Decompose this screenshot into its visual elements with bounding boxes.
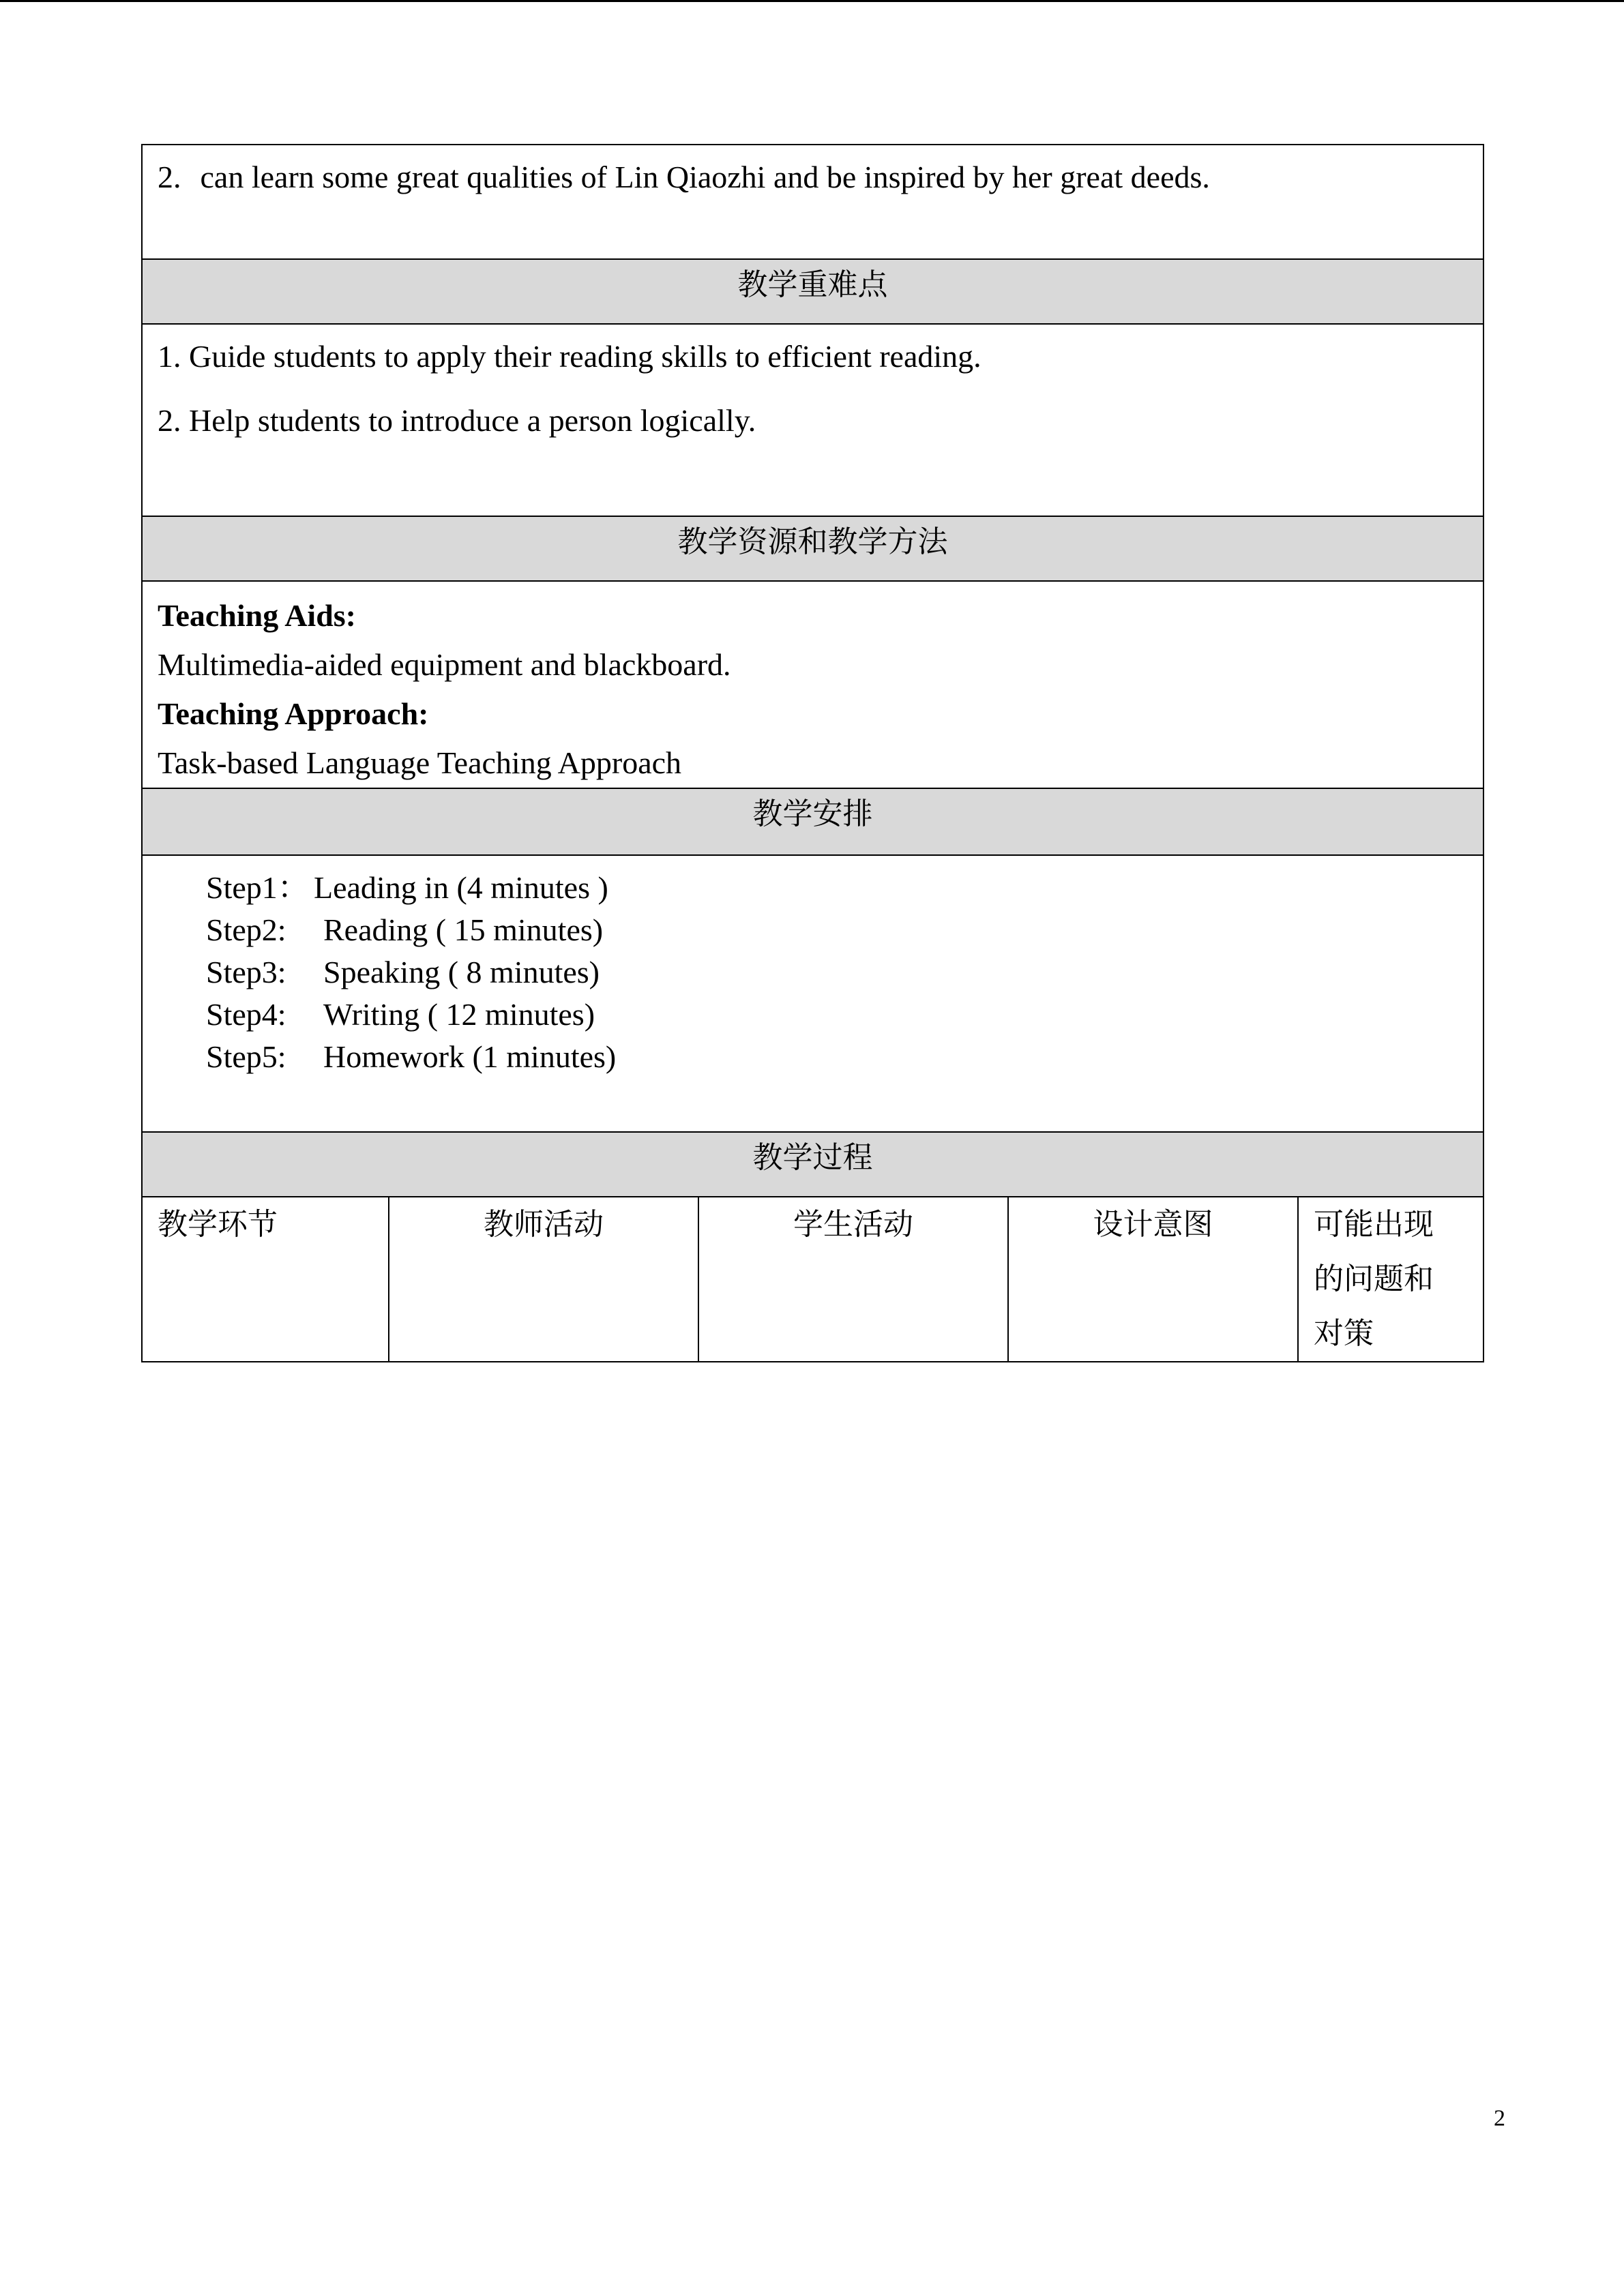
step-text: Writing ( 12 minutes): [323, 997, 595, 1032]
teaching-aids-label: Teaching Aids:: [158, 598, 357, 633]
step-text: Speaking ( 8 minutes): [323, 955, 600, 989]
column-student-activity: 学生活动: [698, 1197, 1008, 1362]
objective-row: [142, 145, 1483, 259]
teaching-approach-label: Teaching Approach:: [158, 696, 429, 731]
lesson-plan-table: [141, 144, 1484, 1362]
section-header-key-points: 教学重难点: [142, 259, 1483, 324]
section-header-process: 教学过程: [142, 1132, 1483, 1197]
teaching-approach-text: Task-based Language Teaching Approach: [158, 745, 682, 780]
objective-text: can learn some great qualities of Lin Qiaozhi and be inspired by her great deeds.: [200, 160, 1210, 194]
step-item: [206, 867, 1483, 909]
column-problems-line: 的问题和: [1314, 1262, 1434, 1296]
section-header-row: [142, 788, 1483, 855]
objective-item: [143, 145, 1483, 193]
step-item: [206, 951, 1483, 994]
key-point-item: 1. Guide students to apply their reading skills to efficient reading.: [158, 339, 981, 374]
section-header-row: [142, 259, 1483, 324]
step-text: Homework (1 minutes): [323, 1039, 617, 1074]
steps-row: [142, 855, 1483, 1132]
step-label: Step5:: [206, 1039, 286, 1074]
step-label: Step3:: [206, 955, 286, 989]
step-item: [206, 994, 1483, 1036]
column-design-intent: 设计意图: [1008, 1197, 1298, 1362]
process-columns-row: [142, 1197, 1483, 1362]
step-item: [206, 909, 1483, 951]
key-point-item: 2. Help students to introduce a person logically.: [158, 403, 756, 438]
section-header-resources: 教学资源和教学方法: [142, 516, 1483, 581]
column-teacher-activity: 教师活动: [389, 1197, 698, 1362]
objective-number: 2.: [158, 160, 181, 194]
column-stage: 教学环节: [142, 1197, 389, 1362]
resources-row: [142, 581, 1483, 788]
section-header-row: [142, 1132, 1483, 1197]
section-header-row: [142, 516, 1483, 581]
step-text: Leading in (4 minutes ): [314, 870, 608, 905]
step-item: [206, 1036, 1483, 1078]
top-border-line: [0, 0, 1624, 2]
teaching-aids-text: Multimedia-aided equipment and blackboard.: [158, 647, 731, 682]
step-label: Step2:: [206, 912, 286, 947]
page-number: 2: [1494, 2106, 1505, 2131]
key-points-row: [142, 324, 1483, 516]
step-label: Step1：: [206, 870, 309, 905]
column-problems-line: 可能出现: [1314, 1207, 1434, 1242]
column-problems-line: 对策: [1314, 1316, 1374, 1351]
step-text: Reading ( 15 minutes): [323, 912, 604, 947]
step-label: Step4:: [206, 997, 286, 1032]
column-problems-solutions: [1298, 1197, 1483, 1362]
section-header-arrangement: 教学安排: [142, 788, 1483, 855]
